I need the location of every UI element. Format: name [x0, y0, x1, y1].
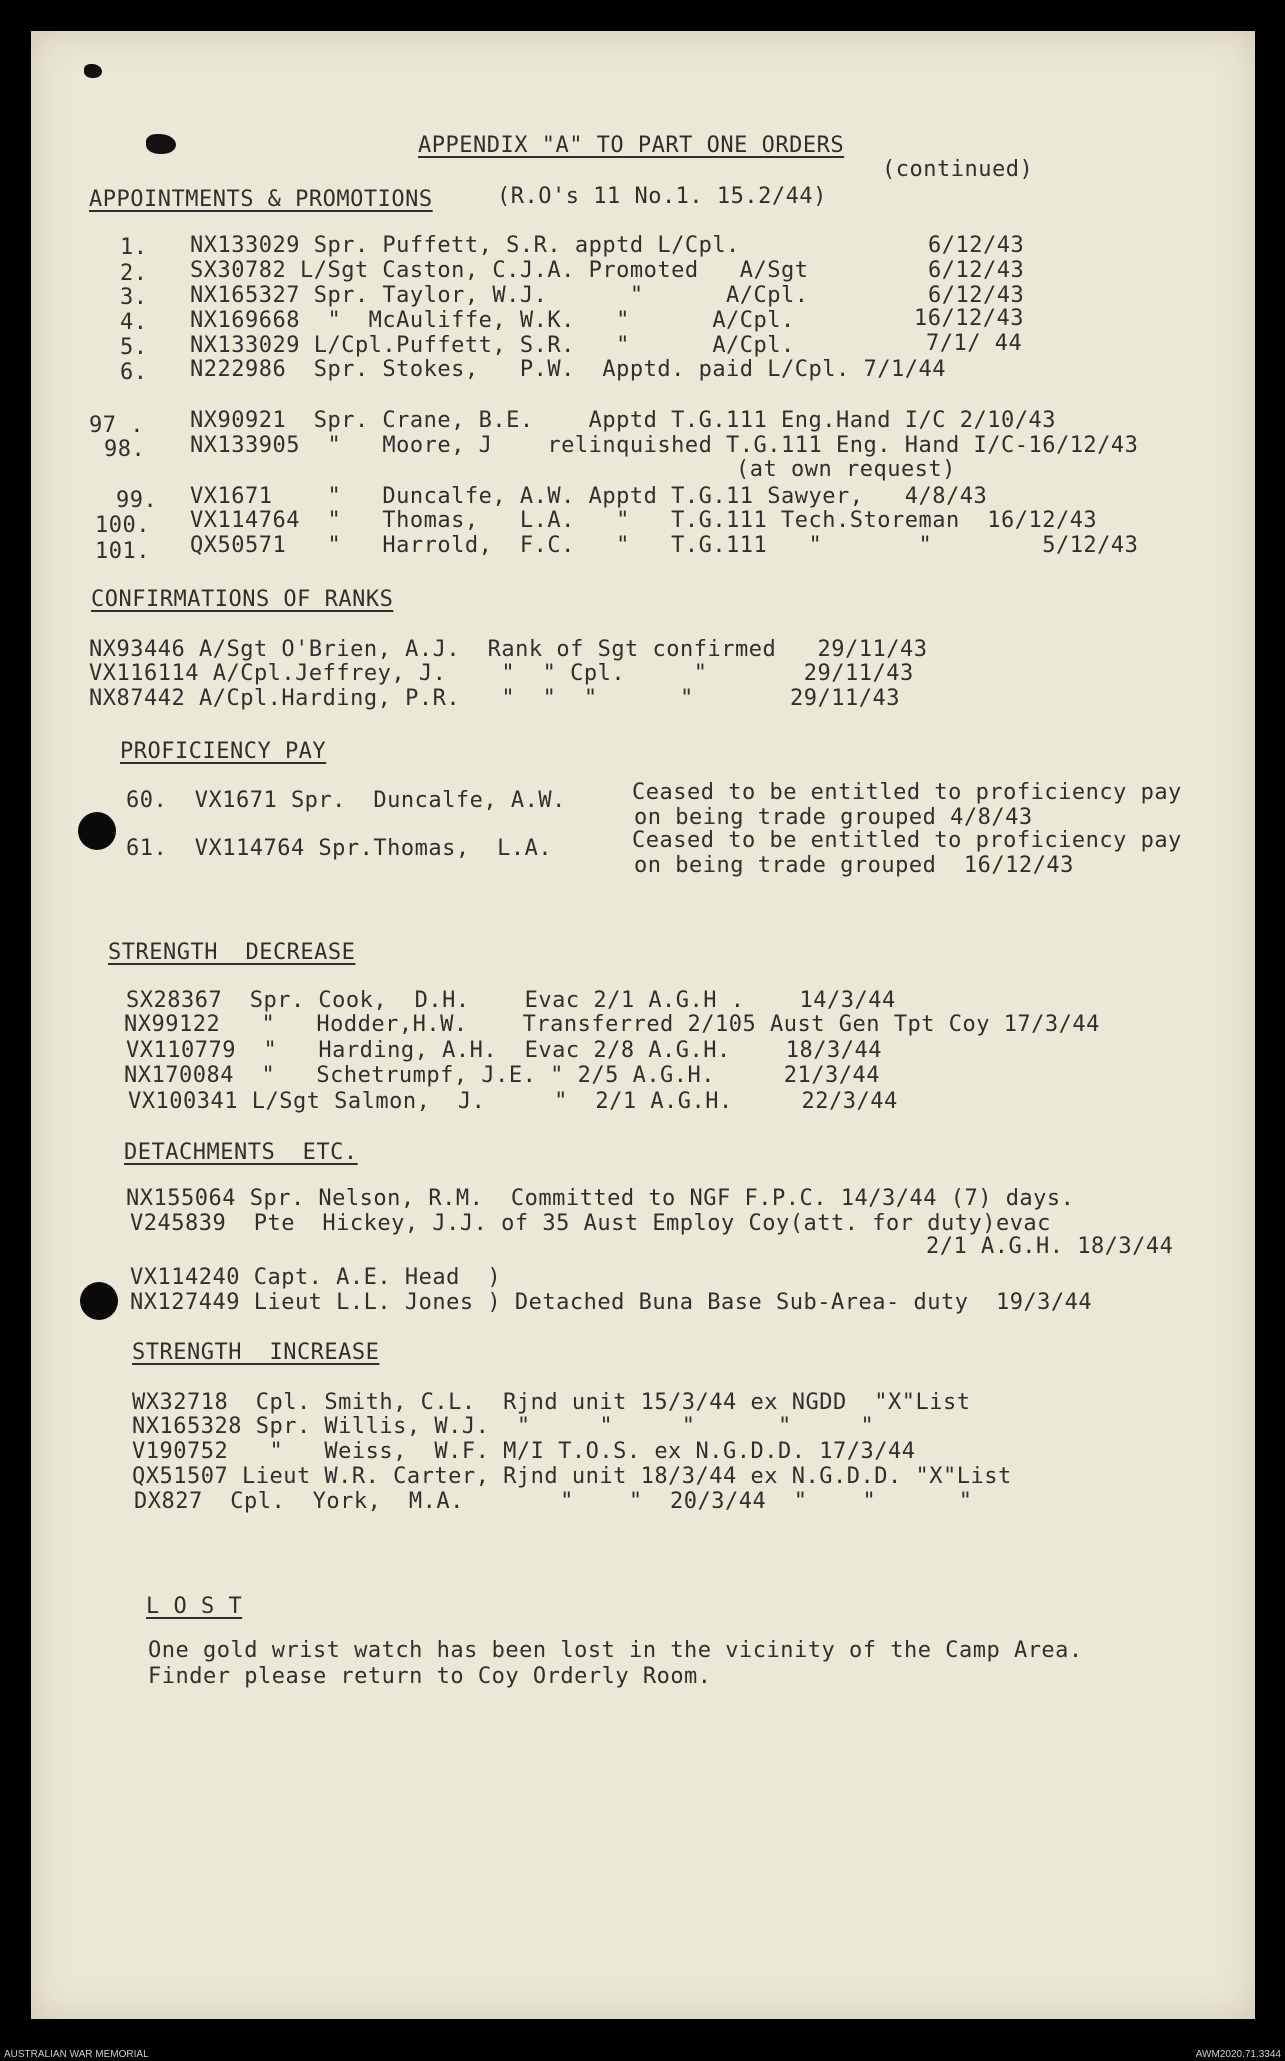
section-heading-confirmations: CONFIRMATIONS OF RANKS: [91, 587, 394, 612]
appt-row-no: 99.: [116, 488, 158, 513]
lost-notice-line: One gold wrist watch has been lost in the vicinity of the Camp Area.: [148, 1638, 1083, 1663]
proficiency-row-left: 61. VX114764 Spr.Thomas, L.A.: [126, 836, 553, 861]
section-heading-proficiency: PROFICIENCY PAY: [120, 739, 327, 764]
detachment-row: 2/1 A.G.H. 18/3/44: [926, 1234, 1174, 1259]
strength-increase-row: NX165328 Spr. Willis, W.J. " " " " ": [132, 1414, 875, 1439]
strength-decrease-row: VX110779 " Harding, A.H. Evac 2/8 A.G.H. 18/3/44: [126, 1038, 882, 1063]
confirmation-row: NX93446 A/Sgt O'Brien, A.J. Rank of Sgt confirmed 29/11/43: [89, 637, 928, 662]
strength-decrease-row: SX28367 Spr. Cook, D.H. Evac 2/1 A.G.H . 14/3/44: [126, 988, 896, 1013]
strength-decrease-row: VX100341 L/Sgt Salmon, J. " 2/1 A.G.H. 22/3/44: [128, 1089, 898, 1114]
appt-row-text: VX1671 " Duncalfe, A.W. Apptd T.G.11 Sawyer, 4/8/43: [190, 484, 988, 509]
appt-row-text: SX30782 L/Sgt Caston, C.J.A. Promoted A/Sgt: [190, 258, 809, 283]
strength-increase-row: WX32718 Cpl. Smith, C.L. Rjnd unit 15/3/44 ex NGDD "X"List: [132, 1390, 971, 1415]
appt-row-text: VX114764 " Thomas, L.A. " T.G.111 Tech.Storeman 16/12/43: [190, 508, 1098, 533]
appt-row-no: 2.: [120, 261, 148, 286]
appt-row-date: 7/1/ 44: [926, 331, 1023, 356]
ink-blot: [146, 134, 176, 154]
appt-row-date: 6/12/43: [928, 233, 1025, 258]
section-heading-appointments: APPOINTMENTS & PROMOTIONS: [89, 187, 433, 212]
appt-row-no: 5.: [120, 335, 148, 360]
appt-row-text: NX169668 " McAuliffe, W.K. " A/Cpl.: [190, 308, 795, 333]
section-heading-lost: L O S T: [146, 1594, 243, 1619]
appt-row-text: N222986 Spr. Stokes, P.W. Apptd. paid L/Cpl. 7/1/44: [190, 357, 946, 382]
appt-row-date: 6/12/43: [928, 258, 1025, 283]
proficiency-row-left: 60. VX1671 Spr. Duncalfe, A.W.: [126, 788, 566, 813]
confirmation-row: NX87442 A/Cpl.Harding, P.R. " " " " 29/11/43: [89, 686, 900, 711]
appt-row-text: NX133905 " Moore, J relinquished T.G.111 Eng. Hand I/C-16/12/43: [190, 433, 1139, 458]
appt-row-text: NX133029 Spr. Puffett, S.R. apptd L/Cpl.: [190, 233, 740, 258]
detachment-pair-row: NX127449 Lieut L.L. Jones ) Detached Buna Base Sub-Area- duty 19/3/44: [130, 1290, 1093, 1315]
appt-row-text: QX50571 " Harrold, F.C. " T.G.111 " " 5/12/43: [190, 533, 1139, 558]
lost-notice-line: Finder please return to Coy Orderly Room.: [148, 1664, 712, 1689]
footer-accession-number: AWM2020.71.3344: [1195, 2049, 1281, 2060]
continued-note: (continued): [882, 157, 1034, 182]
proficiency-row-right: on being trade grouped 4/8/43: [634, 805, 1033, 830]
appointments-reference: (R.O's 11 No.1. 15.2/44): [497, 184, 827, 209]
appt-row-text: NX90921 Spr. Crane, B.E. Apptd T.G.111 Eng.Hand I/C 2/10/43: [190, 408, 1056, 433]
proficiency-row-right: on being trade grouped 16/12/43: [634, 853, 1074, 878]
appt-row-no: 4.: [120, 310, 148, 335]
strength-increase-row: V190752 " Weiss, W.F. M/I T.O.S. ex N.G.D.D. 17/3/44: [132, 1439, 916, 1464]
proficiency-row-right: Ceased to be entitled to proficiency pay: [632, 780, 1182, 805]
strength-decrease-row: NX170084 " Schetrumpf, J.E. " 2/5 A.G.H. 21/3/44: [124, 1063, 880, 1088]
strength-increase-row: DX827 Cpl. York, M.A. " " 20/3/44 " " ": [134, 1489, 973, 1514]
detachment-row: V245839 Pte Hickey, J.J. of 35 Aust Employ Coy(att. for duty)evac: [130, 1211, 1051, 1236]
appt-row-no: 3.: [120, 285, 148, 310]
appt-row-text: NX133029 L/Cpl.Puffett, S.R. " A/Cpl.: [190, 333, 795, 358]
confirmation-row: VX116114 A/Cpl.Jeffrey, J. " " Cpl. " 29/11/43: [89, 661, 914, 686]
footer-credit: AUSTRALIAN WAR MEMORIAL: [4, 2049, 149, 2060]
appt-row-no: 97 .: [89, 413, 144, 438]
proficiency-row-right: Ceased to be entitled to proficiency pay: [632, 828, 1182, 853]
appt-row-date: 6/12/43: [928, 283, 1025, 308]
section-heading-strength-decrease: STRENGTH DECREASE: [108, 940, 356, 965]
page-title: APPENDIX "A" TO PART ONE ORDERS: [418, 133, 845, 158]
appt-row-note: (at own request): [736, 457, 956, 482]
strength-decrease-row: NX99122 " Hodder,H.W. Transferred 2/105 Aust Gen Tpt Coy 17/3/44: [124, 1012, 1100, 1037]
punch-hole: [80, 1282, 118, 1320]
appt-row-text: NX165327 Spr. Taylor, W.J. " A/Cpl.: [190, 283, 809, 308]
section-heading-strength-increase: STRENGTH INCREASE: [132, 1340, 380, 1365]
appt-row-no: 100.: [95, 513, 150, 538]
section-heading-detachments: DETACHMENTS ETC.: [124, 1140, 358, 1165]
detachment-row: NX155064 Spr. Nelson, R.M. Committed to NGF F.P.C. 14/3/44 (7) days.: [126, 1186, 1075, 1211]
appt-row-no: 101.: [95, 539, 150, 564]
detachment-pair-row: VX114240 Capt. A.E. Head ): [130, 1265, 502, 1290]
appt-row-no: 1.: [120, 235, 148, 260]
appt-row-no: 98.: [104, 437, 146, 462]
ink-blot: [84, 64, 102, 78]
punch-hole: [78, 812, 116, 850]
strength-increase-row: QX51507 Lieut W.R. Carter, Rjnd unit 18/3/44 ex N.G.D.D. "X"List: [132, 1464, 1012, 1489]
appt-row-no: 6.: [120, 360, 148, 385]
appt-row-date: 16/12/43: [914, 306, 1024, 331]
